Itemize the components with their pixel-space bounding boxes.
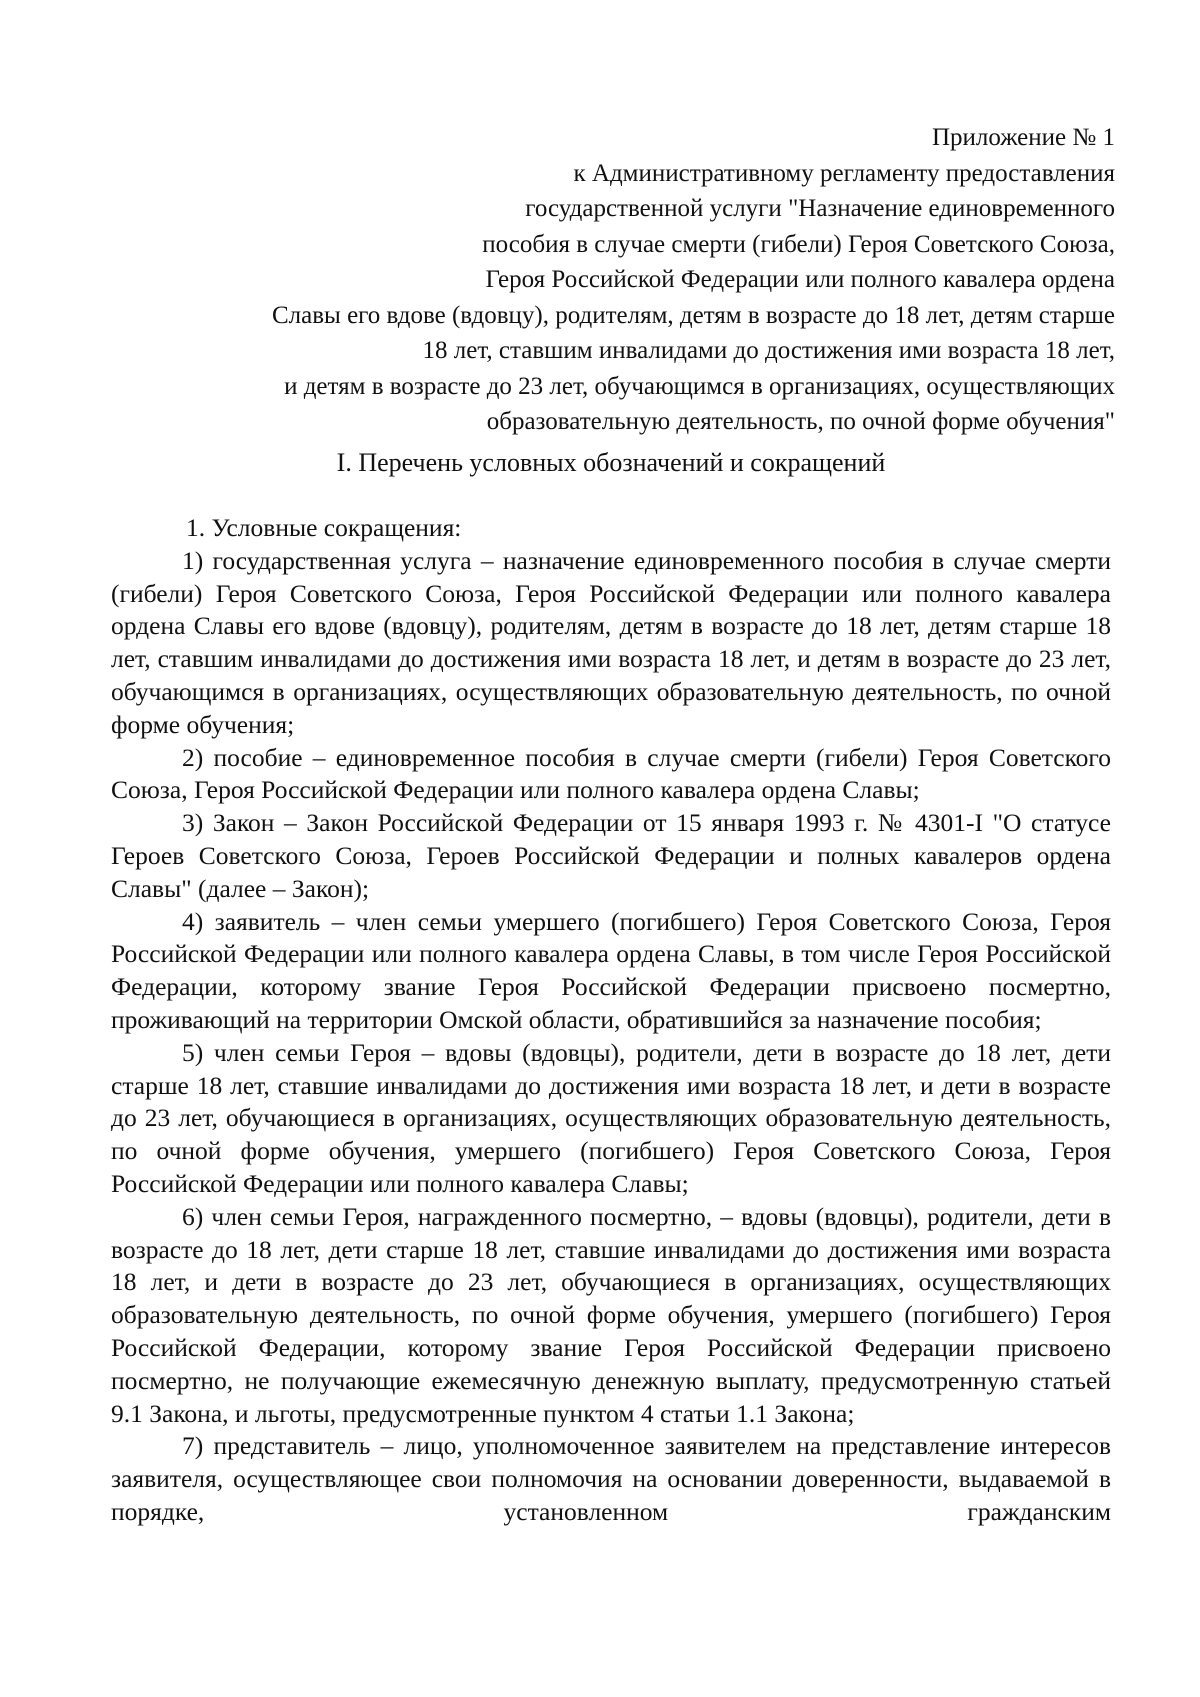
appendix-line: к Административному регламенту предоставления: [573, 159, 1115, 187]
definition-item: 1) государственная услуга – назначение единовременного пособия в случае смерти (гибели) Героя Советского Союза, Героя Российской Федерации или полного кавалера ордена Славы его вдове (вдовцу), родителям, детям в возрасте до 18 лет, детям старше 18 лет, ставшим инвалидами до достижения ими возраста 18 лет, и детям в возрасте до 23 лет, обучающимся в организациях, осуществляющих образовательную деятельность, по очной форме обучения;: [111, 545, 1111, 739]
appendix-header: [115, 120, 1115, 440]
appendix-line: Славы его вдове (вдовцу), родителям, детям в возрасте до 18 лет, детям старше: [271, 301, 1115, 329]
document-body: [111, 512, 1111, 1529]
appendix-line: государственной услуги "Назначение единовременного: [525, 195, 1115, 222]
section-title: I. Перечень условных обозначений и сокращений: [336, 448, 886, 477]
section-intro: 1. Условные сокращения:: [186, 513, 462, 542]
definition-item: 3) Закон – Закон Российской Федерации от 15 января 1993 г. № 4301-I "О статусе Героев Советского Союза, Героев Российской Федерации и полных кавалеров ордена Славы" (далее – Закон);: [111, 808, 1111, 903]
appendix-number: Приложение № 1: [931, 124, 1115, 151]
definition-item: 6) член семьи Героя, награжденного посмертно, – вдовы (вдовцы), родители, дети в возрасте до 18 лет, дети старше 18 лет, ставшие инвалидами до достижения ими возраста 18 лет, и дети в возрасте до 23 лет, обучающиеся в организациях, осуществляющих образовательную деятельность, по очной форме обучения, умершего (погибшего) Героя Российской Федерации, которому звание Героя Российской Федерации присвоено посмертно, не получающие ежемесячную денежную выплату, предусмотренную статьей 9.1 Закона, и льготы, предусмотренные пунктом 4 статьи 1.1 Закона;: [111, 1201, 1111, 1428]
definition-item: 5) член семьи Героя – вдовы (вдовцы), родители, дети в возрасте до 18 лет, дети старше 18 лет, ставшие инвалидами до достижения ими возраста 18 лет, и дети в возрасте до 23 лет, обучающиеся в организациях, осуществляющих образовательную деятельность, по очной форме обучения, умершего (погибшего) Героя Советского Союза, Героя Российской Федерации или полного кавалера Славы;: [111, 1037, 1111, 1198]
appendix-line: и детям в возрасте до 23 лет, обучающимся в организациях, осуществляющих: [284, 372, 1115, 400]
definition-item: 7) представитель – лицо, уполномоченное заявителем на представление интересов заявителя, осуществляющее свои полномочия на основании доверенности, выдаваемой в порядке, установленном гражданским: [111, 1431, 1111, 1526]
appendix-line: пособия в случае смерти (гибели) Героя Советского Союза,: [482, 230, 1115, 258]
appendix-line: образовательную деятельность, по очной форме обучения": [486, 408, 1115, 435]
definition-item: 4) заявитель – член семьи умершего (погибшего) Героя Советского Союза, Героя Российской Федерации или полного кавалера ордена Славы, в том числе Героя Российской Федерации, которому звание Героя Российской Федерации присвоено посмертно, проживающий на территории Омской области, обратившийся за назначение пособия;: [111, 906, 1111, 1034]
appendix-line: 18 лет, ставшим инвалидами до достижения ими возраста 18 лет,: [422, 337, 1115, 364]
definition-item: 2) пособие – единовременное пособия в случае смерти (гибели) Героя Советского Союза, Героя Российской Федерации или полного кавалера ордена Славы;: [111, 742, 1111, 805]
appendix-line: Героя Российской Федерации или полного кавалера ордена: [485, 266, 1115, 293]
